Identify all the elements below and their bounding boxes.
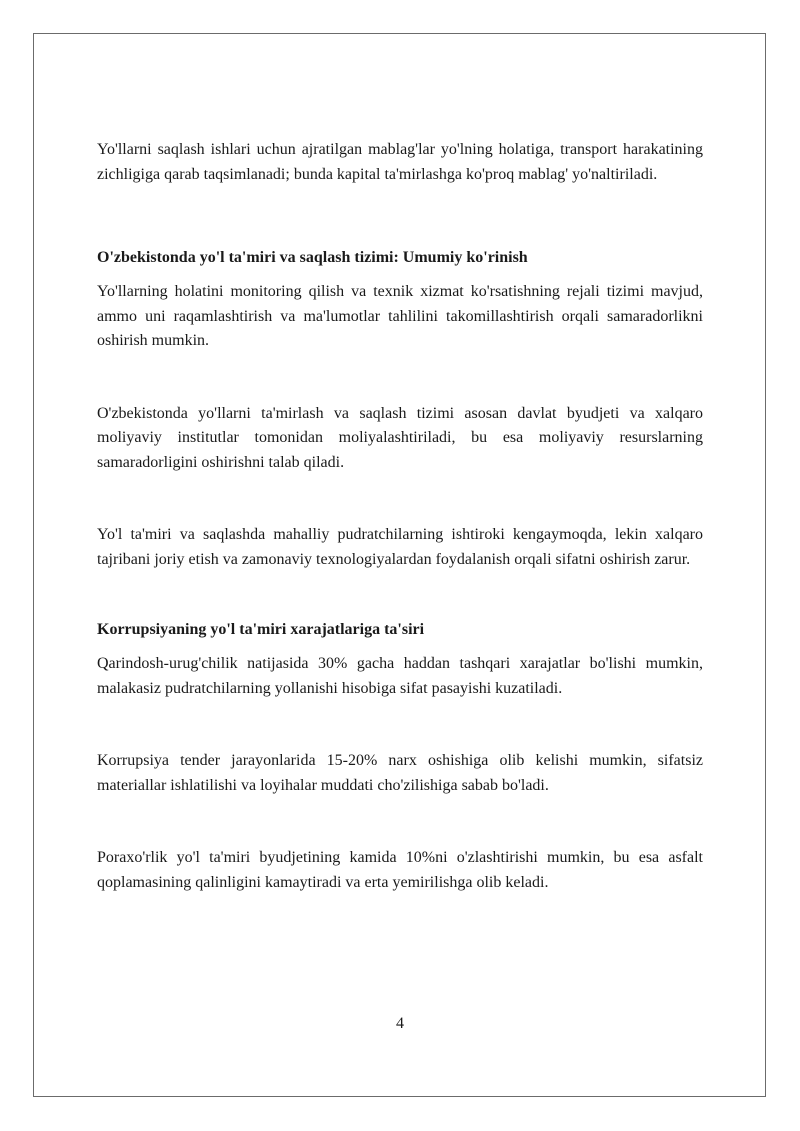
paragraph-monitoring-system: Yo'llarning holatini monitoring qilish va texnik xizmat ko'rsatishning rejali tizimi mavjud, ammo uni raqamlashtirish va ma'lumotlar tahlilini takomillashtirish orqali samaradorlikni oshirish mumkin. <box>97 283 703 349</box>
section-heading-corruption: Korrupsiyaning yo'l ta'miri xarajatlariga ta'siri <box>97 621 425 638</box>
spacer <box>97 701 703 749</box>
spacer <box>97 798 703 846</box>
spacer <box>97 187 703 246</box>
spacer <box>97 354 703 402</box>
section-heading-overview: O'zbekistonda yo'l ta'miri va saqlash tizimi: Umumiy ko'rinish <box>97 249 528 266</box>
paragraph-tender-corruption: Korrupsiya tender jarayonlarida 15-20% narx oshishiga olib kelishi mumkin, sifatsiz materiallar ishlatilishi va loyihalar muddati cho'zilishiga sabab bo'ladi. <box>97 752 703 794</box>
spacer <box>97 642 703 652</box>
paragraph-local-contractors: Yo'l ta'miri va saqlashda mahalliy pudratchilarning ishtiroki kengaymoqda, lekin xalqaro tajribani joriy etish va zamonaviy texnologiyalardan foydalanish orqali sifatni oshirish zarur. <box>97 526 703 568</box>
paragraph-road-maintenance-funding: Yo'llarni saqlash ishlari uchun ajratilgan mablag'lar yo'lning holatiga, transport harakatining zichligiga qarab taqsimlanadi; bunda kapital ta'mirlashga ko'proq mablag' yo'naltiriladi. <box>97 141 703 183</box>
document-body <box>97 138 703 895</box>
spacer <box>97 475 703 523</box>
paragraph-financing: O'zbekistonda yo'llarni ta'mirlash va saqlash tizimi asosan davlat byudjeti va xalqaro moliyaviy institutlar tomonidan moliyalashtiriladi, bu esa moliyaviy resurslarning samaradorligini oshirishni talab qiladi. <box>97 404 703 471</box>
page-number: 4 <box>396 1015 404 1032</box>
paragraph-nepotism: Qarindosh-urug'chilik natijasida 30% gacha haddan tashqari xarajatlar bo'lishi mumkin, malakasiz pudratchilarning yollanishi hisobiga sifat pasayishi kuzatiladi. <box>97 655 703 697</box>
paragraph-bribery: Poraxo'rlik yo'l ta'miri byudjetining kamida 10%ni o'zlashtirishi mumkin, bu esa asfalt qoplamasining qalinligini kamaytiradi va erta yemirilishga olib keladi. <box>97 849 703 891</box>
spacer <box>97 270 703 280</box>
spacer <box>97 572 703 618</box>
